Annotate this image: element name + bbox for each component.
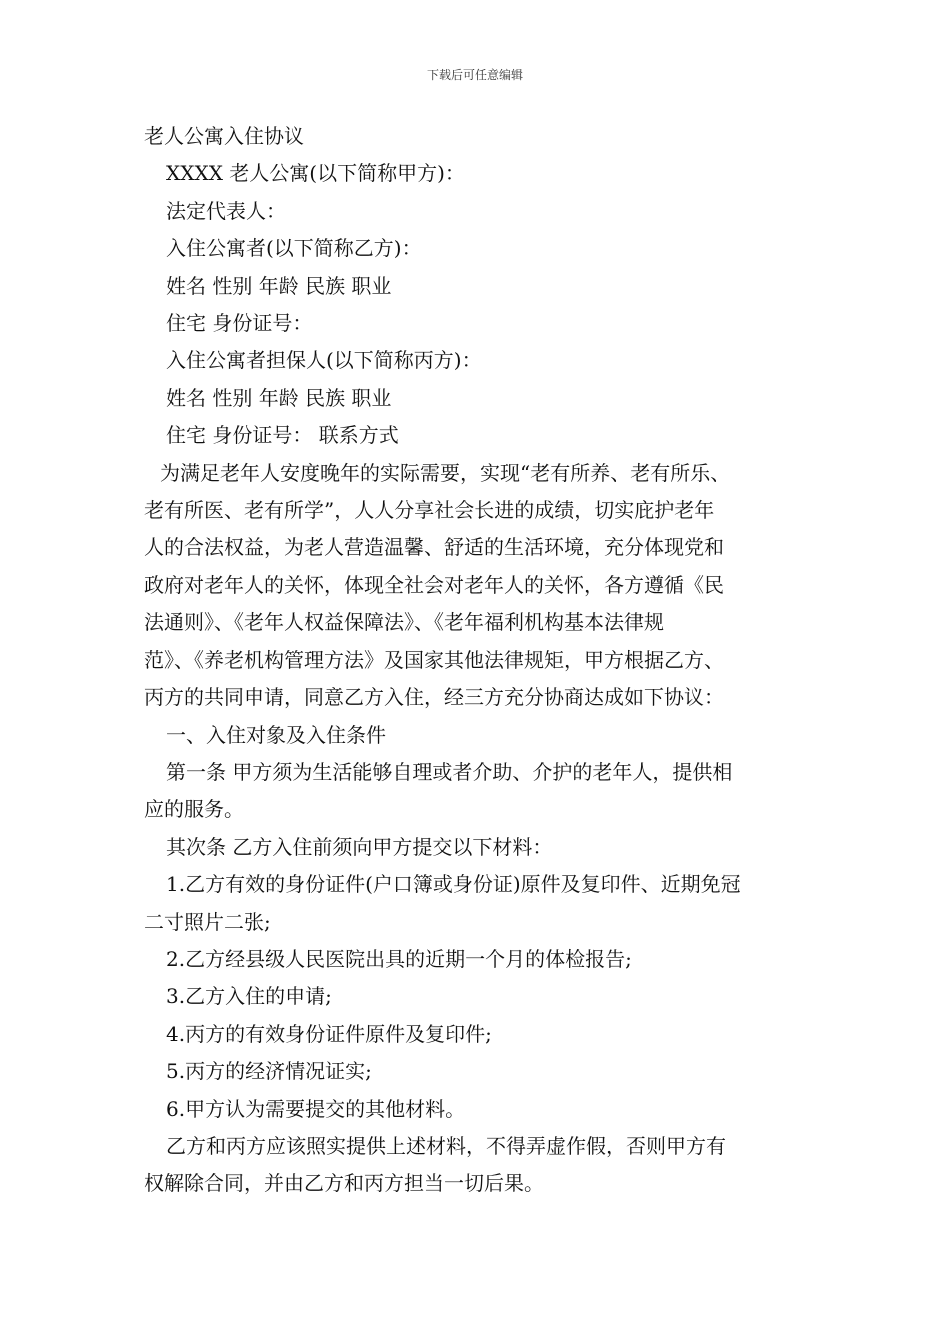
section-heading: 一、入住对象及入住条件 [166, 722, 386, 747]
article-1-line: 应的服务。 [144, 797, 244, 822]
party-c-line: 入住公寓者担保人(以下简称丙方)： [166, 348, 482, 373]
document-title: 老人公寓入住协议 [144, 124, 304, 148]
party-c-fields-1: 姓名 性别 年龄 民族 职业 [166, 385, 392, 410]
material-item-2: 2.乙方经县级人民医院出具的近期一个月的体检报告; [166, 946, 632, 971]
material-item-1: 1.乙方有效的身份证件(户口簿或身份证)原件及复印件、近期免冠 [166, 872, 741, 897]
party-a-line: XXXX 老人公寓(以下简称甲方)： [166, 161, 465, 186]
preamble-line: 丙方的共同申请，同意乙方入住，经三方充分协商达成如下协议： [144, 685, 724, 710]
material-item-5: 5.丙方的经济情况证实; [166, 1059, 372, 1084]
legal-rep-line: 法定代表人： [166, 198, 286, 223]
preamble-line: 政府对老年人的关怀，体现全社会对老年人的关怀，各方遵循《民 [144, 572, 724, 597]
party-b-fields-2: 住宅 身份证号： [166, 311, 313, 336]
page-header: 下载后可任意编辑 [426, 68, 523, 82]
preamble-line: 人的合法权益，为老人营造温馨、舒适的生活环境，充分体现党和 [144, 535, 724, 560]
preamble-line: 法通则》、《老年人权益保障法》、《老年福利机构基本法律规 [144, 610, 664, 635]
material-item-3: 3.乙方入住的申请; [166, 984, 332, 1009]
closing-line: 乙方和丙方应该照实提供上述材料，不得弄虚作假，否则甲方有 [166, 1133, 726, 1158]
closing-line: 权解除合同，并由乙方和丙方担当一切后果。 [144, 1171, 544, 1196]
article-1-line: 第一条 甲方须为生活能够自理或者介助、介护的老年人，提供相 [166, 759, 733, 784]
party-b-fields-1: 姓名 性别 年龄 民族 职业 [166, 273, 392, 298]
preamble-line: 为满足老年人安度晚年的实际需要，实现“老有所养、老有所乐、 [160, 460, 731, 485]
material-item-4: 4.丙方的有效身份证件原件及复印件; [166, 1021, 492, 1046]
article-2-line: 其次条 乙方入住前须向甲方提交以下材料： [166, 834, 553, 859]
material-item-6: 6.甲方认为需要提交的其他材料。 [166, 1096, 466, 1121]
party-b-line: 入住公寓者(以下简称乙方)： [166, 236, 422, 261]
document-body [144, 118, 816, 1203]
material-item-1: 二寸照片二张; [144, 909, 271, 934]
preamble-line: 老有所医、老有所学”，人人分享社会长进的成绩，切实庇护老年 [144, 498, 715, 523]
preamble-line: 范》、《养老机构管理方法》及国家其他法律规矩，甲方根据乙方、 [144, 647, 724, 672]
party-c-fields-2: 住宅 身份证号： 联系方式 [166, 423, 399, 448]
